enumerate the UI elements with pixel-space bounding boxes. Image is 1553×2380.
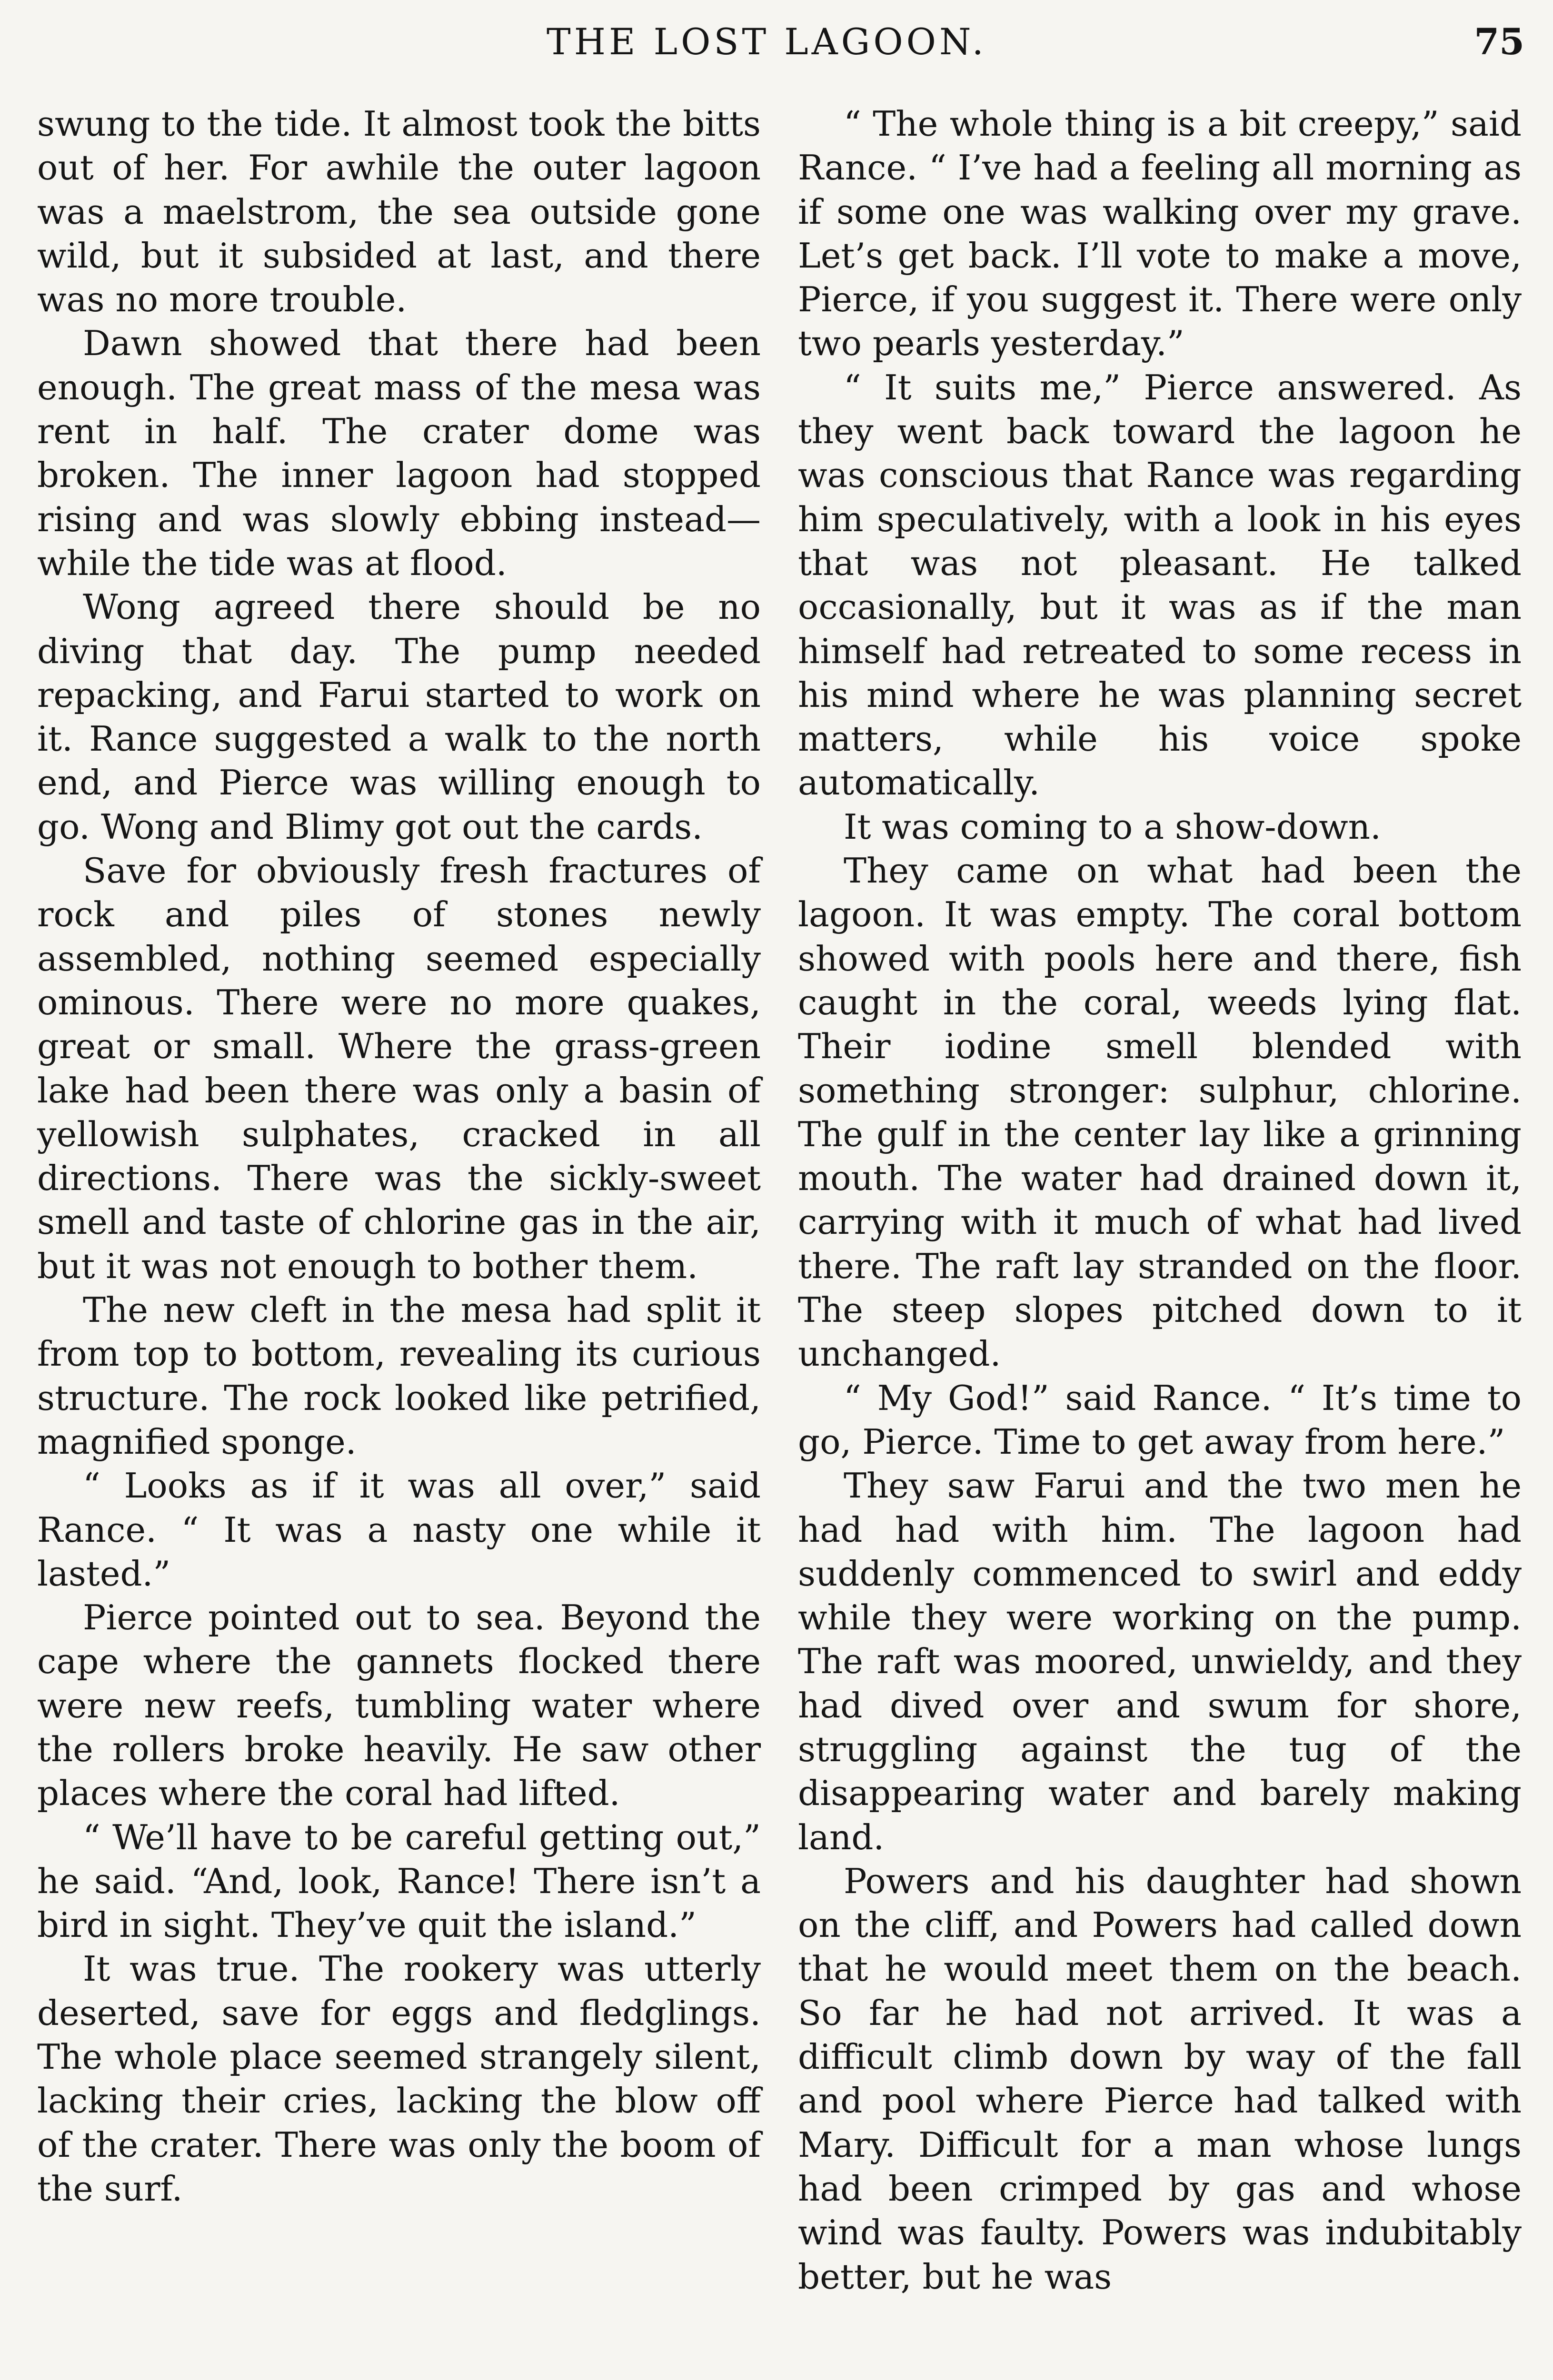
paragraph: “ Looks as if it was all over,” said Rance. “ It was a nasty one while it lasted.”	[37, 1466, 761, 1594]
paragraph: It was true. The rookery was utterly deserted, save for eggs and fledglings. The whole place seemed strangely silent, lacking their cries, lacking the blow off of the crater. There was only the boom of the surf.	[37, 1949, 761, 2209]
paragraph: “ It suits me,” Pierce answered. As they went back toward the lagoon he was conscious that Rance was regarding him speculatively, with a look in his eyes that was not pleasant. He talked occasionally, but it was as if the man himself had retreated to some recess in his mind where he was planning secret matters, while his voice spoke automatically.	[798, 367, 1522, 803]
paragraph: Wong agreed there should be no diving that day. The pump needed repacking, and Farui started to work on it. Rance suggested a walk to the north end, and Pierce was willing enough to go. Wong and Blimy got out the cards.	[37, 587, 761, 847]
running-title: THE LOST LAGOON.	[547, 20, 987, 63]
paragraph: They saw Farui and the two men he had had with him. The lagoon had suddenly commenced to swirl and eddy while they were working on the pump. The raft was moored, unwieldy, and they had dived over and swum for shore, struggling against the tug of the disappearing water and barely making land.	[798, 1466, 1522, 1857]
paragraph: They came on what had been the lagoon. It was empty. The coral bottom showed with pools here and there, fish caught in the coral, weeds lying flat. Their iodine smell blended with something stronger: sulphur, chlorine. The gulf in the center lay like a grinning mouth. The water had drained down it, carrying with it much of what had lived there. The raft lay stranded on the floor. The steep slopes pitched down to it unchanged.	[798, 851, 1522, 1374]
left-column	[37, 102, 761, 2211]
paragraph: “ The whole thing is a bit creepy,” said Rance. “ I’ve had a feeling all morning as if some one was walking over my grave. Let’s get back. I’ll vote to make a move, Pierce, if you suggest it. There were only two pearls yesterday.”	[798, 104, 1522, 364]
paragraph: The new cleft in the mesa had split it from top to bottom, revealing its curious structure. The rock looked like petrified, magnified sponge.	[37, 1290, 761, 1462]
paragraph: Pierce pointed out to sea. Beyond the cape where the gannets flocked there were new reefs, tumbling water where the rollers broke heavily. He saw other places where the coral had lifted.	[37, 1597, 761, 1814]
paragraph: Save for obviously fresh fractures of rock and piles of stones newly assembled, nothing seemed especially ominous. There were no more quakes, great or small. Where the grass-green lake had been there was only a basin of yellowish sulphates, cracked in all directions. There was the sickly-sweet smell and taste of chlorine gas in the air, but it was not enough to bother them.	[37, 851, 761, 1286]
page-number: 75	[1474, 20, 1524, 63]
paragraph: swung to the tide. It almost took the bitts out of her. For awhile the outer lagoon was a maelstrom, the sea outside gone wild, but it subsided at last, and there was no more trouble.	[37, 104, 761, 320]
page-header	[0, 13, 1553, 70]
paragraph: Dawn showed that there had been enough. The great mass of the mesa was rent in half. The crater dome was broken. The inner lagoon had stopped rising and was slowly ebbing instead—while the tide was at flood.	[37, 323, 761, 583]
paragraph: “ My God!” said Rance. “ It’s time to go, Pierce. Time to get away from here.”	[798, 1378, 1522, 1462]
paragraph: “ We’ll have to be careful getting out,” he said. “And, look, Rance! There isn’t a bird in sight. They’ve quit the island.”	[37, 1817, 761, 1945]
paragraph: It was coming to a show-down.	[844, 806, 1381, 847]
right-column	[798, 102, 1522, 2299]
paragraph: Powers and his daughter had shown on the cliff, and Powers had called down that he would meet them on the beach. So far he had not arrived. It was a difficult climb down by way of the fall and pool where Pierce had talked with Mary. Difficult for a man whose lungs had been crimped by gas and whose wind was faulty. Powers was indubitably better, but he was	[798, 1861, 1522, 2297]
